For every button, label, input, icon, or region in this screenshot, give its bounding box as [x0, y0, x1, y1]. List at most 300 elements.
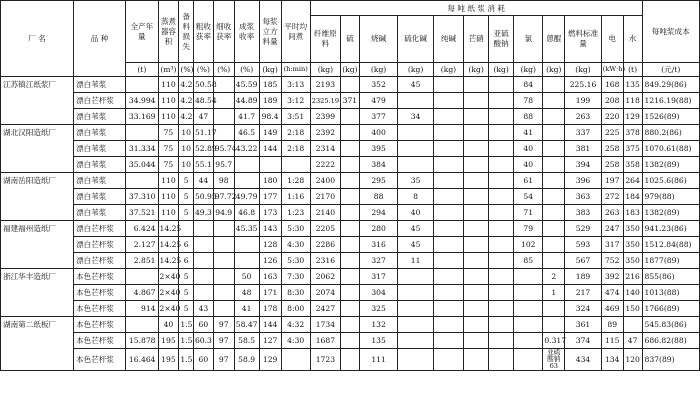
header-volume-per-ton: 每浆立方料量 [259, 1, 281, 63]
factory-cell [1, 301, 74, 317]
unit-cell: (元/t) [642, 63, 700, 77]
cell-vol: 110 [158, 189, 179, 205]
cell-sulfite [489, 285, 514, 301]
cell-vol: 40 [158, 317, 179, 333]
cell-annual: 6.424 [126, 221, 158, 237]
cell-cost: 1070.61(88) [642, 141, 700, 157]
product-cell: 漂白苇浆 [74, 77, 126, 93]
cell-elec: 263 [601, 205, 623, 221]
cell-fuel: 394 [565, 157, 602, 173]
cell-loss [179, 221, 194, 237]
cell-cost: 880.2(86) [642, 125, 700, 141]
cell-elec: 168 [601, 77, 623, 93]
cell-elec: 469 [601, 301, 623, 317]
cell-soda [433, 157, 463, 173]
cell-vol: 14.25 [158, 253, 179, 269]
cell-annual: 2.851 [126, 253, 158, 269]
cell-annual: 37.310 [126, 189, 158, 205]
cell-caustic: 111 [359, 349, 398, 371]
cell-water: 358 [623, 157, 642, 173]
cell-time [281, 157, 310, 173]
cell-elec: 258 [601, 157, 623, 173]
cell-loss: 10 [179, 125, 194, 141]
cell-sulfite [489, 125, 514, 141]
cell-fine [213, 221, 234, 237]
product-cell: 漂白芒杆浆 [74, 253, 126, 269]
cell-sulfur [341, 285, 360, 301]
cell-sulfite [489, 317, 514, 333]
cell-finished: 50 [234, 269, 259, 285]
cell-sulfur [341, 301, 360, 317]
cell-finished: 46.8 [234, 205, 259, 221]
cell-sulfur [341, 269, 360, 285]
cell-volpt: 189 [259, 93, 281, 109]
cell-vol: 195 [158, 333, 179, 349]
cell-caustic: 384 [359, 157, 398, 173]
header-finished-yield: 成浆收率 [234, 1, 259, 63]
cell-glauber [464, 173, 489, 189]
unit-cell: (%) [213, 63, 234, 77]
cell-caustic: 88 [359, 189, 398, 205]
table-row [1, 173, 700, 189]
cell-volpt: 178 [259, 301, 281, 317]
product-cell: 本色芒杆浆 [74, 349, 126, 371]
cell-cost: 1877(89) [642, 253, 700, 269]
unit-cell: (%) [193, 63, 213, 77]
cell-fuel: 383 [565, 205, 602, 221]
unit-cell: (kg) [341, 63, 360, 77]
cell-glauber [464, 109, 489, 125]
cell-soda [433, 253, 463, 269]
cell-sulfur [341, 109, 360, 125]
factory-cell [1, 141, 74, 157]
cell-loss: 1.5 [179, 317, 194, 333]
cell-volpt: 128 [259, 237, 281, 253]
header-coarse-yield: 粗收获率 [193, 1, 213, 63]
unit-cell: (kg) [259, 63, 281, 77]
cell-coarse: 43 [193, 301, 213, 317]
product-cell: 漂白芒杆浆 [74, 237, 126, 253]
cell-volpt: 177 [259, 189, 281, 205]
cell-fuel: 189 [565, 269, 602, 285]
cell-fine: 94.9 [213, 205, 234, 221]
cell-time: 1:28 [281, 173, 310, 189]
cell-elec: 220 [601, 109, 623, 125]
cell-loss: 10 [179, 141, 194, 157]
cell-caustic: 327 [359, 253, 398, 269]
cell-glauber [464, 269, 489, 285]
header-factory: 厂 名 [1, 1, 74, 77]
cell-vol: 110 [158, 77, 179, 93]
cell-sulfite [489, 189, 514, 205]
cell-aq [543, 253, 565, 269]
cell-caustic: 352 [359, 77, 398, 93]
cell-water: 183 [623, 205, 642, 221]
cell-cost: 545.83(86) [642, 317, 700, 333]
cell-coarse [193, 237, 213, 253]
cell-fiber: 2222 [310, 157, 340, 173]
factory-cell [1, 237, 74, 253]
cell-aq [543, 109, 565, 125]
cell-na2s [398, 333, 433, 349]
cell-caustic: 395 [359, 141, 398, 157]
cell-fuel: 324 [565, 301, 602, 317]
cell-vol: 2×40 [158, 301, 179, 317]
cell-fine [213, 237, 234, 253]
product-cell: 漂白苇浆 [74, 173, 126, 189]
cell-loss: 5 [179, 285, 194, 301]
cell-cl: 78 [514, 93, 543, 109]
cell-elec: 89 [601, 317, 623, 333]
table-row [1, 125, 700, 141]
cell-annual [126, 125, 158, 141]
cell-coarse: 48.54 [193, 93, 213, 109]
unit-cell: (%) [234, 63, 259, 77]
cell-coarse [193, 285, 213, 301]
cell-caustic: 377 [359, 109, 398, 125]
cell-sulfite [489, 333, 514, 349]
cell-na2s [398, 93, 433, 109]
cell-fuel: 263 [565, 109, 602, 125]
cell-aq [543, 205, 565, 221]
cell-annual: 37.521 [126, 205, 158, 221]
cell-na2s [398, 349, 433, 371]
cell-water: 375 [623, 141, 642, 157]
cell-glauber [464, 301, 489, 317]
cell-glauber [464, 205, 489, 221]
header-cost: 每吨浆成本 [642, 1, 700, 63]
cell-vol: 110 [158, 109, 179, 125]
cell-time: 3:12 [281, 93, 310, 109]
cell-time: 2:18 [281, 141, 310, 157]
cell-fine: 97 [213, 349, 234, 371]
cell-sulfite [489, 253, 514, 269]
cell-water: 150 [623, 301, 642, 317]
cell-sulfur [341, 317, 360, 333]
unit-cell: (kg) [310, 63, 340, 77]
cell-soda [433, 349, 463, 371]
cell-annual [126, 317, 158, 333]
cell-caustic: 317 [359, 269, 398, 285]
cell-time: 4:30 [281, 237, 310, 253]
header-caustic: 烧碱 [359, 16, 398, 63]
cell-elec: 197 [601, 173, 623, 189]
cell-vol: 110 [158, 173, 179, 189]
cell-vol: 75 [158, 141, 179, 157]
factory-cell [1, 333, 74, 349]
cell-cl: 61 [514, 173, 543, 189]
cell-aq: 亚硫酸钠63 [543, 349, 565, 371]
cell-cl: 88 [514, 109, 543, 125]
cell-water: 47 [623, 333, 642, 349]
cell-loss: 5 [179, 205, 194, 221]
cell-fine [213, 285, 234, 301]
cell-fiber: 2062 [310, 269, 340, 285]
cell-cl: 84 [514, 77, 543, 93]
cell-sulfur [341, 237, 360, 253]
cell-na2s: 45 [398, 237, 433, 253]
unit-cell: (kg) [398, 63, 433, 77]
cell-soda [433, 285, 463, 301]
product-cell: 漂白苇浆 [74, 205, 126, 221]
cell-sulfite [489, 157, 514, 173]
table-row [1, 157, 700, 173]
cell-glauber [464, 93, 489, 109]
factory-cell: 湖北汉阳造纸厂 [1, 125, 74, 141]
cell-loss: 5 [179, 173, 194, 189]
factory-cell: 福建福州造纸厂 [1, 221, 74, 237]
cell-glauber [464, 253, 489, 269]
cell-loss: 10 [179, 157, 194, 173]
cell-sulfur [341, 253, 360, 269]
cell-fine: 98 [213, 173, 234, 189]
cell-coarse: 44 [193, 173, 213, 189]
factory-cell [1, 93, 74, 109]
cell-caustic: 479 [359, 93, 398, 109]
table-row [1, 269, 700, 285]
cell-finished [234, 253, 259, 269]
header-chlorine: 氯 [514, 16, 543, 63]
cell-volpt: 144 [259, 141, 281, 157]
cell-annual: 4.867 [126, 285, 158, 301]
cell-sulfur [341, 157, 360, 173]
cell-finished: 45.35 [234, 221, 259, 237]
cell-cost: 855(86) [642, 269, 700, 285]
cell-cl: 54 [514, 189, 543, 205]
cell-aq [543, 301, 565, 317]
header-fuel: 燃料标准量 [565, 16, 602, 63]
cell-sulfite [489, 301, 514, 317]
factory-cell [1, 157, 74, 173]
cell-fiber: 2193 [310, 77, 340, 93]
cell-elec: 272 [601, 189, 623, 205]
cell-water: 350 [623, 253, 642, 269]
cell-loss: 4.2 [179, 77, 194, 93]
header-anthraquinone: 蒽醌 [543, 16, 565, 63]
unit-cell: (kg) [543, 63, 565, 77]
cell-vol: 110 [158, 205, 179, 221]
cell-annual [126, 173, 158, 189]
cell-loss: 1.5 [179, 333, 194, 349]
table-body [1, 77, 700, 371]
cell-water: 216 [623, 269, 642, 285]
cell-finished [234, 237, 259, 253]
cell-sulfite [489, 349, 514, 371]
cell-fiber: 2316 [310, 253, 340, 269]
cell-volpt: 144 [259, 317, 281, 333]
cell-soda [433, 269, 463, 285]
header-sulfur: 硫 [341, 16, 360, 63]
cell-vol: 75 [158, 125, 179, 141]
cell-fine [213, 269, 234, 285]
cell-cl: 71 [514, 205, 543, 221]
cell-coarse [193, 253, 213, 269]
cell-finished: 49.79 [234, 189, 259, 205]
cell-glauber [464, 349, 489, 371]
cell-aq [543, 141, 565, 157]
factory-cell: 湖南第二纸板厂 [1, 317, 74, 333]
cell-sulfite [489, 205, 514, 221]
factory-cell [1, 285, 74, 301]
cell-aq: 0.317 [543, 333, 565, 349]
cell-soda [433, 333, 463, 349]
cell-caustic: 400 [359, 125, 398, 141]
cell-fine: 95.7 [213, 157, 234, 173]
cell-glauber [464, 285, 489, 301]
cell-time: 7:30 [281, 269, 310, 285]
cell-fuel: 217 [565, 285, 602, 301]
cell-sulfur [341, 221, 360, 237]
table-row [1, 93, 700, 109]
cell-fuel: 225.16 [565, 77, 602, 93]
cell-soda [433, 189, 463, 205]
product-cell: 本色芒杆浆 [74, 301, 126, 317]
cell-soda [433, 77, 463, 93]
cell-caustic: 325 [359, 301, 398, 317]
cell-finished: 58.47 [234, 317, 259, 333]
cell-volpt: 127 [259, 333, 281, 349]
cell-fuel: 593 [565, 237, 602, 253]
unit-cell: (kg) [359, 63, 398, 77]
cell-caustic: 135 [359, 333, 398, 349]
cell-time: 1:23 [281, 205, 310, 221]
cell-glauber [464, 189, 489, 205]
cell-fine [213, 109, 234, 125]
cell-soda [433, 141, 463, 157]
header-consumption: 每 吨 纸 浆 消 耗 [310, 1, 642, 16]
unit-cell: (kg) [464, 63, 489, 77]
cell-elec: 247 [601, 221, 623, 237]
cell-na2s: 8 [398, 189, 433, 205]
cell-vol: 110 [158, 93, 179, 109]
cell-na2s [398, 285, 433, 301]
cell-finished: 46.5 [234, 125, 259, 141]
cell-annual: 31.334 [126, 141, 158, 157]
header-glauber: 芒硝 [464, 16, 489, 63]
cell-sulfur [341, 205, 360, 221]
cell-finished: 58.9 [234, 349, 259, 371]
cell-fuel: 529 [565, 221, 602, 237]
table-row [1, 285, 700, 301]
cell-cl [514, 333, 543, 349]
factory-cell: 浙江华丰造纸厂 [1, 269, 74, 285]
cell-fiber: 2074 [310, 285, 340, 301]
table-row [1, 333, 700, 349]
cell-fuel: 337 [565, 125, 602, 141]
cell-vol: 14.25 [158, 237, 179, 253]
cell-coarse: 60 [193, 317, 213, 333]
cell-water: 184 [623, 189, 642, 205]
cell-cost: 1526(89) [642, 109, 700, 125]
cell-finished: 44.89 [234, 93, 259, 109]
cell-aq [543, 77, 565, 93]
cell-soda [433, 317, 463, 333]
cell-cl: 102 [514, 237, 543, 253]
cell-aq: 2 [543, 269, 565, 285]
cell-elec: 225 [601, 125, 623, 141]
cell-sulfur: 371 [341, 93, 360, 109]
cell-na2s [398, 125, 433, 141]
cell-coarse: 50.58 [193, 77, 213, 93]
cell-soda [433, 221, 463, 237]
cell-fiber: 2314 [310, 141, 340, 157]
cell-elec: 134 [601, 349, 623, 371]
cell-water: 129 [623, 109, 642, 125]
cell-cl [514, 269, 543, 285]
cell-volpt: 180 [259, 173, 281, 189]
cell-annual: 34.994 [126, 93, 158, 109]
unit-cell: (t) [623, 63, 642, 77]
cell-fuel: 199 [565, 93, 602, 109]
table-row [1, 221, 700, 237]
cell-time: 4:32 [281, 317, 310, 333]
cell-time: 5:30 [281, 253, 310, 269]
cell-sulfur [341, 125, 360, 141]
cell-volpt: 163 [259, 269, 281, 285]
cell-time: 5:30 [281, 221, 310, 237]
cell-cl: 85 [514, 253, 543, 269]
cell-finished [234, 173, 259, 189]
cell-aq [543, 173, 565, 189]
factory-cell: 江苏镇江纸浆厂 [1, 77, 74, 93]
cell-glauber [464, 77, 489, 93]
cell-cost: 1013(88) [642, 285, 700, 301]
cell-aq: 1 [543, 285, 565, 301]
cell-soda [433, 237, 463, 253]
cell-annual [126, 269, 158, 285]
table-row [1, 301, 700, 317]
cell-sulfur [341, 77, 360, 93]
cell-cost: 686.82(88) [642, 333, 700, 349]
cell-water: 264 [623, 173, 642, 189]
product-cell: 漂白苇浆 [74, 125, 126, 141]
cell-time: 4:30 [281, 333, 310, 349]
cell-cost: 837(89) [642, 349, 700, 371]
cell-aq [543, 221, 565, 237]
product-cell: 本色芒杆浆 [74, 285, 126, 301]
factory-cell [1, 109, 74, 125]
cell-water: 120 [623, 349, 642, 371]
product-cell: 漂白芒杆浆 [74, 93, 126, 109]
cell-sulfite [489, 269, 514, 285]
cell-water: 118 [623, 93, 642, 109]
cell-elec: 208 [601, 93, 623, 109]
cell-time: 1:16 [281, 189, 310, 205]
header-fiber: 纤维原料 [310, 16, 340, 63]
cell-annual: 914 [126, 301, 158, 317]
cell-glauber [464, 333, 489, 349]
cell-loss: 5 [179, 189, 194, 205]
table-row [1, 237, 700, 253]
cell-sulfur [341, 173, 360, 189]
unit-cell: (kg) [514, 63, 543, 77]
cell-sulfite [489, 109, 514, 125]
cell-cl [514, 301, 543, 317]
cell-sulfite [489, 77, 514, 93]
cell-coarse [193, 221, 213, 237]
table-row [1, 349, 700, 371]
cell-time: 2:18 [281, 125, 310, 141]
cell-loss: 5 [179, 269, 194, 285]
cell-loss: 4.2 [179, 93, 194, 109]
cell-coarse: 60.3 [193, 333, 213, 349]
cell-loss: 6 [179, 237, 194, 253]
cell-sulfite [489, 221, 514, 237]
cell-fiber: 2325.19 [310, 93, 340, 109]
cell-annual: 2.127 [126, 237, 158, 253]
factory-cell [1, 189, 74, 205]
cell-annual: 33.169 [126, 109, 158, 125]
